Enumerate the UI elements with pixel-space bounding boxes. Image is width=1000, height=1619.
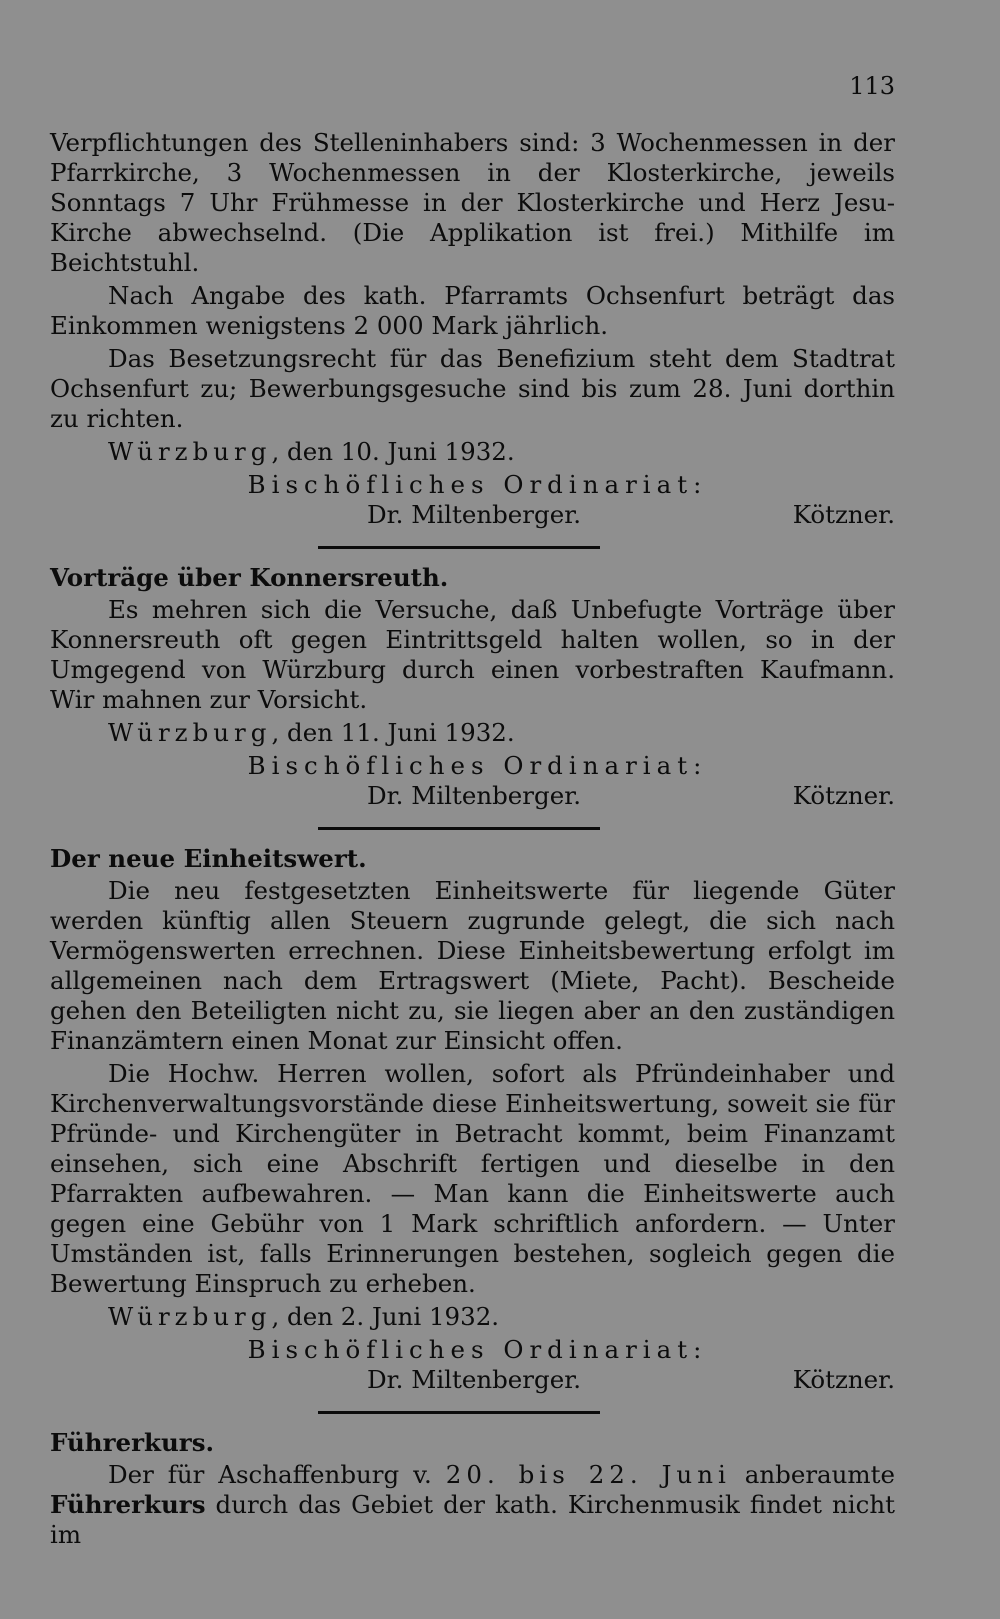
page-number: 113 bbox=[849, 72, 895, 100]
signature-right: Kötzner. bbox=[792, 1365, 895, 1394]
date-place: Würzburg bbox=[108, 718, 272, 747]
content bbox=[50, 128, 895, 1550]
date-place: Würzburg bbox=[108, 437, 272, 466]
date-text: , den 10. Juni 1932. bbox=[271, 437, 515, 466]
signature-right: Kötzner. bbox=[792, 781, 895, 810]
section-divider bbox=[318, 1411, 600, 1414]
date-range: 20. bis 22. Juni bbox=[445, 1460, 731, 1489]
paragraph: Nach Angabe des kath. Pfarramts Ochsenfurt beträgt das Einkommen wenigstens 2 000 Mark jährlich. bbox=[50, 281, 895, 340]
paragraph bbox=[50, 1460, 895, 1550]
section-divider bbox=[318, 546, 600, 549]
section-benefizium bbox=[50, 128, 895, 530]
section-divider bbox=[318, 827, 600, 830]
signature-line bbox=[50, 1365, 895, 1395]
section-heading: Führerkurs. bbox=[50, 1428, 215, 1457]
paragraph: Die neu festgesetzten Einheitswerte für liegende Güter werden künftig allen Steuern zugrunde gelegt, die sich nach Vermögenswerten errechnen. Diese Einheitsbewertung erfolgt im allgemeinen nach dem Ertragswert (Miete, Pacht). Bescheide gehen den Beteiligten nicht zu, sie liegen aber an den zuständigen Finanzämtern einen Monat zur Einsicht offen. bbox=[50, 876, 895, 1055]
section-konnersreuth bbox=[50, 563, 895, 811]
bold-term: Führerkurs bbox=[50, 1490, 206, 1519]
ordinariat-line: Bischöfliches Ordinariat: bbox=[247, 1335, 708, 1364]
paragraph: Verpflichtungen des Stelleninhabers sind: 3 Wochenmessen in der Pfarrkirche, 3 Wochenmessen in der Klosterkirche, jeweils Sonntags 7 Uhr Frühmesse in der Klosterkirche und Herz Jesu-Kirche abwechselnd. (Die Applikation ist frei.) Mithilfe im Beichtstuhl. bbox=[50, 128, 895, 277]
section-einheitswert bbox=[50, 844, 895, 1395]
paragraph: Das Besetzungsrecht für das Benefizium steht dem Stadtrat Ochsenfurt zu; Bewerbungsgesuche sind bis zum 28. Juni dorthin zu richten. bbox=[50, 344, 895, 433]
signature-left: Dr. Miltenberger. bbox=[367, 500, 582, 529]
signature-left: Dr. Miltenberger. bbox=[367, 781, 582, 810]
signature-right: Kötzner. bbox=[792, 500, 895, 529]
signature-left: Dr. Miltenberger. bbox=[367, 1365, 582, 1394]
date-text: , den 11. Juni 1932. bbox=[271, 718, 515, 747]
dateline bbox=[50, 718, 895, 748]
date-place: Würzburg bbox=[108, 1302, 272, 1331]
text-run: anberaumte bbox=[730, 1460, 895, 1489]
ordinariat-line: Bischöfliches Ordinariat: bbox=[247, 751, 708, 780]
dateline bbox=[50, 437, 895, 467]
paragraph: Es mehren sich die Versuche, daß Unbefugte Vorträge über Konnersreuth oft gegen Eintrittsgeld halten wollen, so in der Umgegend von Würzburg durch einen vorbestraften Kaufmann. Wir mahnen zur Vorsicht. bbox=[50, 595, 895, 714]
section-heading: Vorträge über Konnersreuth. bbox=[50, 563, 449, 592]
date-text: , den 2. Juni 1932. bbox=[271, 1302, 500, 1331]
signature-line bbox=[50, 781, 895, 811]
dateline bbox=[50, 1302, 895, 1332]
ordinariat-line: Bischöfliches Ordinariat: bbox=[247, 470, 708, 499]
paragraph: Die Hochw. Herren wollen, sofort als Pfründeinhaber und Kirchenverwaltungsvorstände diese Einheitswertung, soweit sie für Pfründe- und Kirchengüter in Betracht kommt, beim Finanzamt einsehen, sich eine Abschrift fertigen und dieselbe in den Pfarrakten aufbewahren. — Man kann die Einheitswerte auch gegen eine Gebühr von 1 Mark schriftlich anfordern. — Unter Umständen ist, falls Erinnerungen bestehen, sogleich gegen die Bewertung Einspruch zu erheben. bbox=[50, 1059, 895, 1298]
text-run: Der für Aschaffenburg v. bbox=[108, 1460, 446, 1489]
signature-line bbox=[50, 500, 895, 530]
text-run: durch das Gebiet der kath. Kirchenmusik findet nicht im bbox=[50, 1490, 895, 1549]
section-fuehrerkurs bbox=[50, 1428, 895, 1550]
section-heading: Der neue Einheitswert. bbox=[50, 844, 367, 873]
